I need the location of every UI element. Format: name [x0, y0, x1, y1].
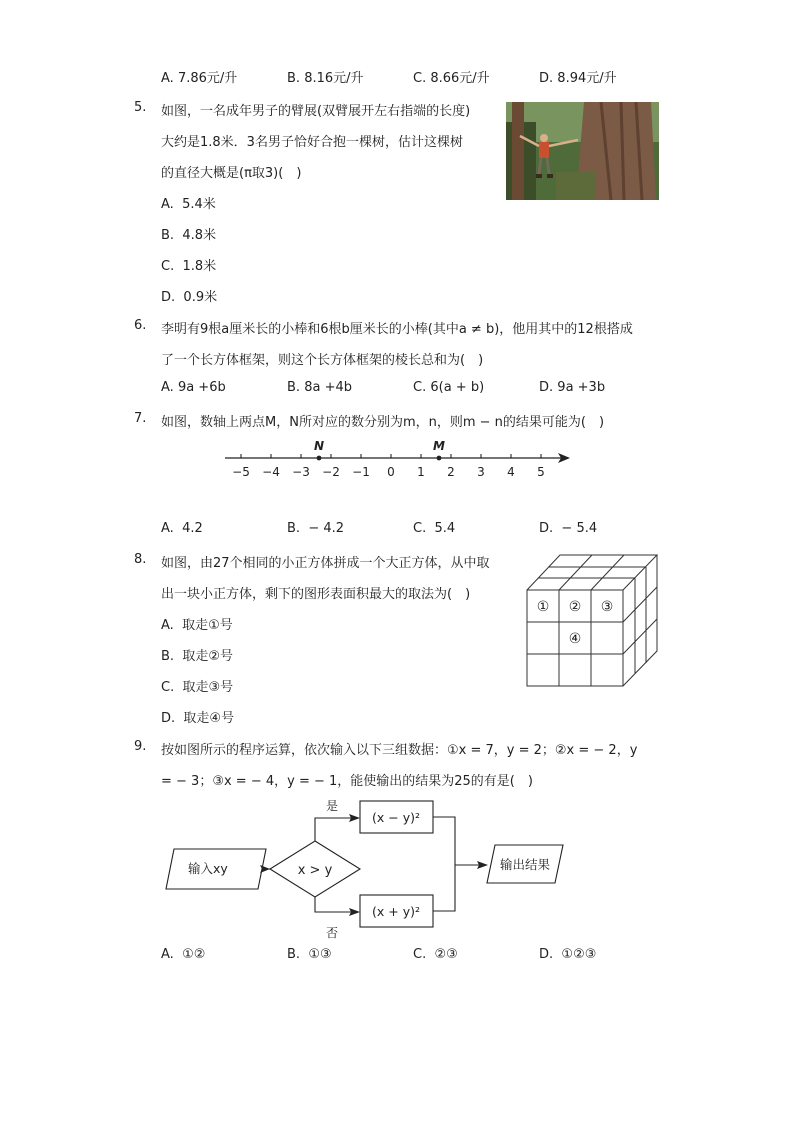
q4-option-a: A. 7.86元/升 [161, 71, 238, 86]
number-line [220, 432, 580, 487]
point-n [317, 456, 322, 461]
q4-option-c: C. 8.66元/升 [413, 71, 490, 86]
q7-option-c: C. 5.4 [413, 521, 456, 536]
flow-top-formula: (x − y)² [372, 810, 420, 825]
question-number: 5. [134, 100, 147, 115]
question-text-line: 如图，数轴上两点M，N所对应的数分别为m，n，则m − n的结果可能为( ) [161, 415, 605, 430]
axis-tick-label: 2 [447, 465, 455, 479]
axis-tick-label: −4 [262, 465, 280, 479]
axis-tick-label: −3 [292, 465, 310, 479]
cube-label-1: ① [536, 599, 550, 615]
point-m [437, 456, 442, 461]
axis-tick-label: 5 [537, 465, 545, 479]
question-text-line: 的直径大概是(π取3)( ) [161, 166, 302, 181]
question-number: 7. [134, 411, 147, 426]
q9-option-b: B. ①③ [287, 947, 332, 962]
flowchart [160, 795, 570, 940]
q9-option-c: C. ②③ [413, 947, 458, 962]
q7-option-d: D. − 5.4 [539, 521, 598, 536]
axis-tick-label: 1 [417, 465, 425, 479]
question-text-line: 按如图所示的程序运算，依次输入以下三组数据：①x = 7，y = 2；②x = − 2，y [161, 743, 638, 758]
axis-tick-label: −1 [352, 465, 370, 479]
tree-photo [506, 102, 659, 200]
q5-option-c: C. 1.8米 [161, 259, 217, 274]
flow-bottom-formula: (x + y)² [372, 904, 420, 919]
q7-option-a: A. 4.2 [161, 521, 203, 536]
axis-tick-label: −5 [232, 465, 250, 479]
q5-option-d: D. 0.9米 [161, 290, 218, 305]
question-number: 8. [134, 552, 147, 567]
axis-tick-label: 3 [477, 465, 485, 479]
q6-option-d: D. 9a +3b [539, 380, 606, 395]
flow-yes-label: 是 [326, 799, 339, 813]
q9-option-a: A. ①② [161, 947, 206, 962]
flow-input-label: 输入xy [188, 861, 228, 876]
q5-option-a: A. 5.4米 [161, 197, 216, 212]
q9-option-d: D. ①②③ [539, 947, 597, 962]
question-text-line: 了一个长方体框架，则这个长方体框架的棱长总和为( ) [161, 353, 484, 368]
q6-option-a: A. 9a +6b [161, 380, 226, 395]
q8-option-c: C. 取走③号 [161, 680, 234, 695]
q6-option-c: C. 6(a + b) [413, 380, 485, 395]
question-text-line: 如图，由27个相同的小正方体拼成一个大正方体，从中取 [161, 556, 490, 571]
q6-option-b: B. 8a +4b [287, 380, 352, 395]
cube-label-2: ② [568, 599, 582, 615]
cube-label-3: ③ [600, 599, 614, 615]
question-text-line: 如图，一名成年男子的臂展(双臂展开左右指端的长度) [161, 104, 471, 119]
flow-condition-label: x > y [297, 863, 333, 878]
flow-no-label: 否 [326, 926, 339, 940]
cube-figure [520, 548, 665, 693]
q5-option-b: B. 4.8米 [161, 228, 217, 243]
q4-option-d: D. 8.94元/升 [539, 71, 617, 86]
q7-option-b: B. − 4.2 [287, 521, 345, 536]
axis-tick-label: 4 [507, 465, 515, 479]
q8-option-a: A. 取走①号 [161, 618, 233, 633]
question-text-line: 出一块小正方体，剩下的图形表面积最大的取法为( ) [161, 587, 471, 602]
axis-tick-label: −2 [322, 465, 340, 479]
q8-option-b: B. 取走②号 [161, 649, 233, 664]
question-text-line: 李明有9根a厘米长的小棒和6根b厘米长的小棒(其中a ≠ b)，他用其中的12根搭成 [161, 322, 633, 337]
q8-option-d: D. 取走④号 [161, 711, 235, 726]
q4-option-b: B. 8.16元/升 [287, 71, 364, 86]
question-number: 9. [134, 739, 147, 754]
point-label-m: M [433, 439, 445, 453]
cube-label-4: ④ [568, 631, 582, 647]
question-text-line: = − 3；③x = − 4，y = − 1，能使输出的结果为25的有是( ) [161, 774, 533, 789]
point-label-n: N [313, 439, 325, 453]
question-text-line: 大约是1.8米．3名男子恰好合抱一棵树，估计这棵树 [161, 135, 463, 150]
question-number: 6. [134, 318, 147, 333]
axis-tick-label: 0 [387, 465, 395, 479]
flow-output-label: 输出结果 [499, 857, 551, 872]
